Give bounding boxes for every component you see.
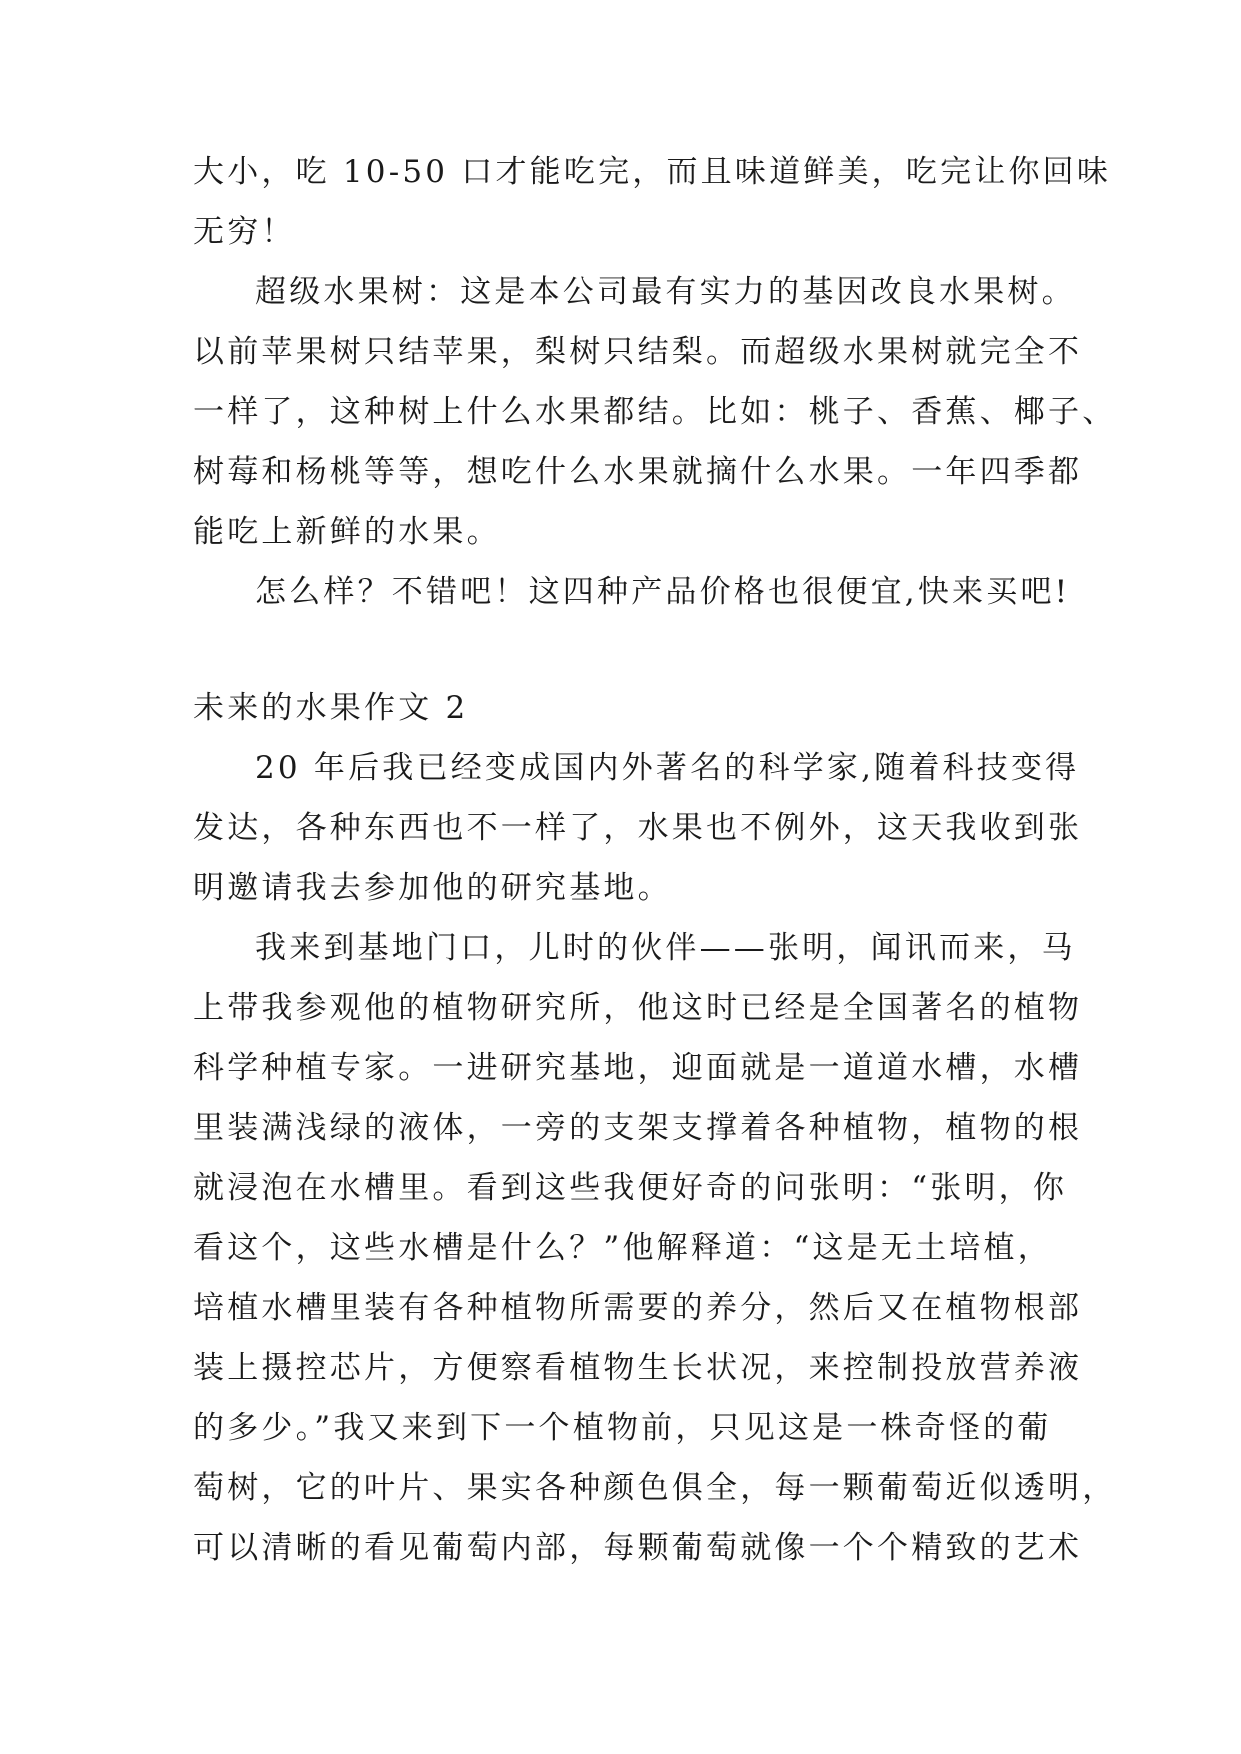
paragraph-start: 20 年后我已经变成国内外著名的科学家,随着科技变得 [255,750,1080,786]
text-line: 培植水槽里装有各种植物所需要的养分，然后又在植物根部 [193,1290,1083,1326]
text-line: 就浸泡在水槽里。看到这些我便好奇的问张明：“张明，你 [193,1170,1068,1206]
paragraph-start: 我来到基地门口，儿时的伙伴——张明，闻讯而来，马 [255,930,1076,966]
paragraph-start: 超级水果树：这是本公司最有实力的基因改良水果树。 [255,274,1076,310]
text-line: 树莓和杨桃等等，想吃什么水果就摘什么水果。一年四季都 [193,454,1083,490]
text-line: 明邀请我去参加他的研究基地。 [193,870,672,906]
text-line: 里装满浅绿的液体，一旁的支架支撑着各种植物，植物的根 [193,1110,1083,1146]
section-title: 未来的水果作文 2 [193,690,469,726]
text-line: 萄树，它的叶片、果实各种颜色俱全，每一颗葡萄近似透明， [193,1470,1117,1506]
text-line: 一样了，这种树上什么水果都结。比如：桃子、香蕉、椰子、 [193,394,1117,430]
text-line: 可以清晰的看见葡萄内部，每颗葡萄就像一个个精致的艺术 [193,1530,1083,1566]
text-line: 看这个，这些水槽是什么？”他解释道：“这是无土培植， [193,1230,1052,1266]
text-line: 的多少。”我又来到下一个植物前，只见这是一株奇怪的葡 [193,1410,1052,1446]
text-line: 上带我参观他的植物研究所，他这时已经是全国著名的植物 [193,990,1083,1026]
text-line: 大小，吃 10-50 口才能吃完，而且味道鲜美，吃完让你回味 [193,154,1112,190]
text-line: 以前苹果树只结苹果，梨树只结梨。而超级水果树就完全不 [193,334,1083,370]
text-line: 装上摄控芯片，方便察看植物生长状况，来控制投放营养液 [193,1350,1083,1386]
paragraph-start: 怎么样？不错吧！这四种产品价格也很便宜,快来买吧! [255,574,1071,610]
text-line: 发达，各种东西也不一样了，水果也不例外，这天我收到张 [193,810,1083,846]
text-line: 科学种植专家。一进研究基地，迎面就是一道道水槽，水槽 [193,1050,1083,1086]
text-line: 无穷！ [193,214,296,250]
text-line: 能吃上新鲜的水果。 [193,514,501,550]
